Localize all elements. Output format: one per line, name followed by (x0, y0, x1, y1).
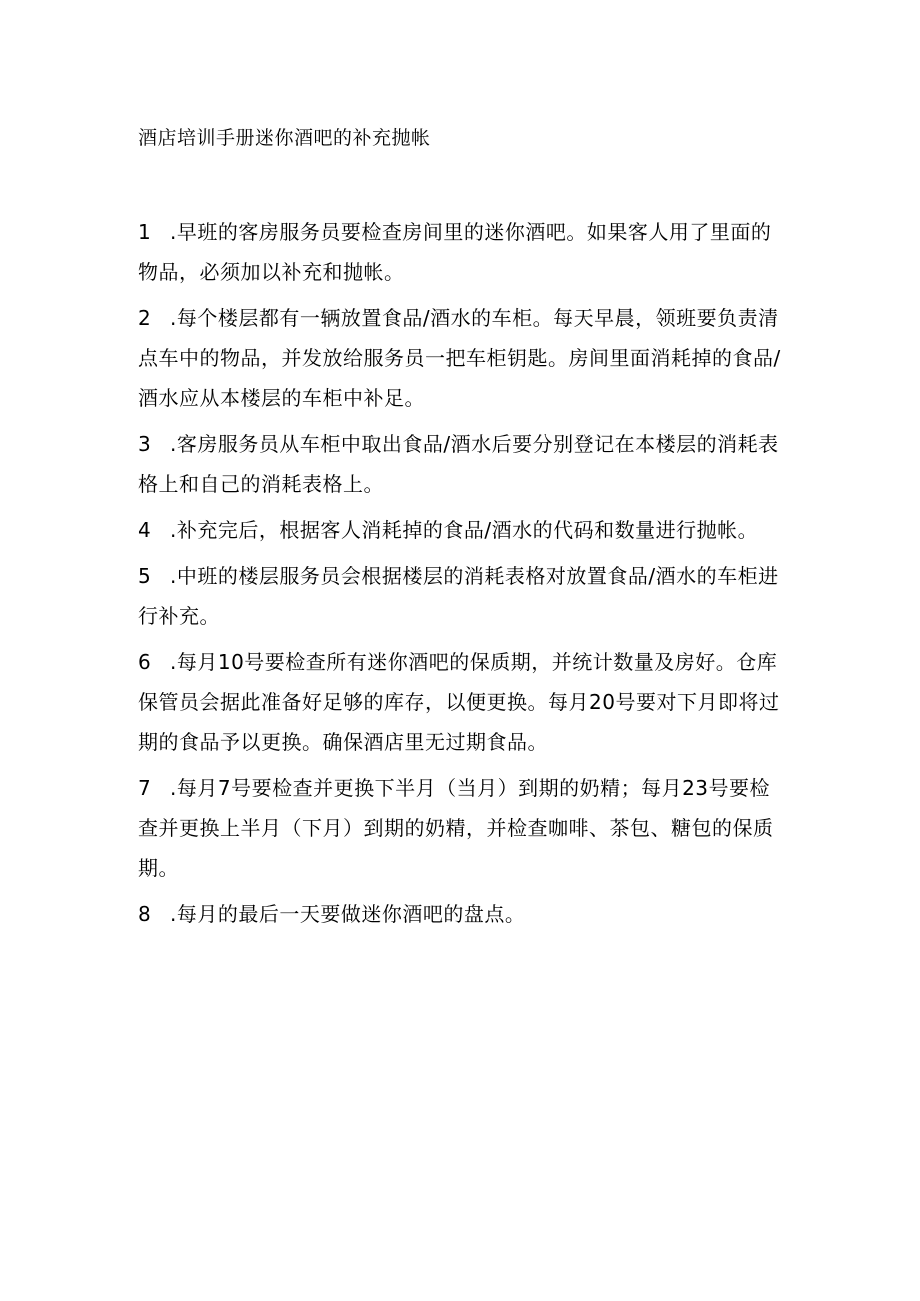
list-item (138, 212, 788, 292)
item-number: 2 (138, 306, 152, 330)
item-text: .每个楼层都有一辆放置食品/酒水的车柜。每天早晨，领班要负责清点车中的物品，并发放给服务员一把车柜钥匙。房间里面消耗掉的食品/酒水应从本楼层的车柜中补足。 (138, 306, 781, 410)
item-number: 1 (138, 220, 152, 244)
list-item (138, 894, 788, 934)
item-text: .中班的楼层服务员会根据楼层的消耗表格对放置食品/酒水的车柜进行补充。 (138, 564, 779, 628)
item-number: 7 (138, 776, 152, 800)
item-list (138, 212, 788, 940)
item-text: .客房服务员从车柜中取出食品/酒水后要分别登记在本楼层的消耗表格上和自己的消耗表格上。 (138, 432, 779, 496)
list-item (138, 642, 788, 762)
list-item (138, 424, 788, 504)
list-item (138, 298, 788, 418)
item-number: 3 (138, 432, 152, 456)
item-number: 5 (138, 564, 152, 588)
list-item (138, 510, 788, 550)
item-text: .补充完后，根据客人消耗掉的食品/酒水的代码和数量进行抛帐。 (170, 518, 759, 542)
page-title: 酒店培训手册迷你酒吧的补充抛帐 (138, 127, 431, 149)
item-text: .每月的最后一天要做迷你酒吧的盘点。 (170, 902, 526, 926)
item-number: 4 (138, 518, 152, 542)
list-item (138, 556, 788, 636)
item-number: 6 (138, 650, 152, 674)
list-item (138, 768, 788, 888)
item-text: .每月10号要检查所有迷你酒吧的保质期，并统计数量及房好。仓库保管员会据此准备好足够的库存，以便更换。每月20号要对下月即将过期的食品予以更换。确保酒店里无过期食品。 (138, 650, 780, 754)
item-text: .每月7号要检查并更换下半月（当月）到期的奶精；每月23号要检查并更换上半月（下月）到期的奶精，并检查咖啡、茶包、糖包的保质期。 (138, 776, 774, 880)
item-text: .早班的客房服务员要检查房间里的迷你酒吧。如果客人用了里面的物品，必须加以补充和抛帐。 (138, 220, 772, 284)
item-number: 8 (138, 902, 152, 926)
